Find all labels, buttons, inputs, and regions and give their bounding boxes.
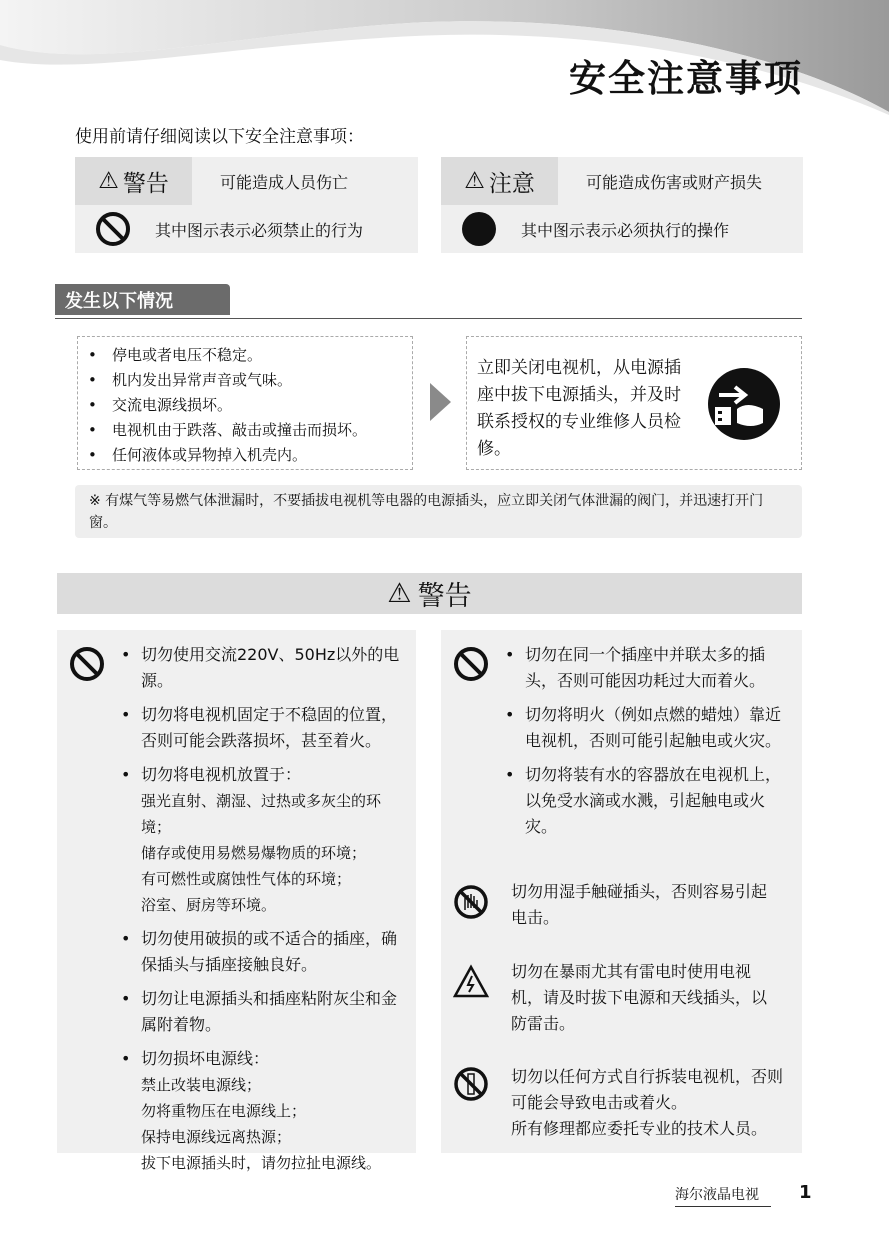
list-item: • 切勿使用破损的或不适合的插座，确保插头与插座接触良好。	[57, 926, 408, 978]
action-box	[466, 336, 802, 470]
warning-triangle-icon: ⚠	[98, 168, 119, 194]
warning-section-header	[57, 573, 802, 614]
repair-text: 所有修理都应委托专业的技术人员。	[511, 1119, 768, 1138]
warning-desc: 可能造成人员伤亡	[220, 172, 349, 192]
warning-section-title: 警告	[417, 581, 472, 612]
list-item: • 停电或者电压不稳定。	[88, 343, 412, 368]
section-tag: 发生以下情况	[55, 284, 230, 315]
disassemble-text: 切勿以任何方式自行拆装电视机，否则可能会导致电击或着火。	[511, 1067, 784, 1112]
sub-item: 有可燃性或腐蚀性气体的环境；	[141, 870, 352, 888]
unplug-icon	[707, 367, 781, 441]
caution-desc: 可能造成伤害或财产损失	[586, 172, 763, 192]
action-text: 立即关闭电视机，从电源插座中拔下电源插头，并及时联系授权的专业维修人员检修。	[477, 358, 681, 459]
warning-label: 警告	[122, 170, 169, 197]
legend-caution	[441, 157, 803, 253]
page-title: 安全注意事项	[569, 57, 803, 100]
list-item: • 切勿让电源插头和插座粘附灰尘和金属附着物。	[57, 986, 408, 1038]
list-item: • 任何液体或异物掉入机壳内。	[88, 443, 412, 468]
list-item: • 切勿将装有水的容器放在电视机上，以免受水滴或水溅，引起触电或火灾。	[441, 762, 794, 840]
footer-brand: 海尔液晶电视	[675, 1184, 771, 1207]
warning-column-right	[441, 630, 802, 1153]
list-item	[57, 1046, 408, 1176]
conditions-list	[77, 336, 413, 470]
lightning-warning: 切勿在暴雨尤其有雷电时使用电视机，请及时拔下电源和天线插头，以防雷击。	[511, 962, 768, 1033]
page-number: 1	[799, 1182, 812, 1203]
gas-leak-note: ※ 有煤气等易燃气体泄漏时，不要插拔电视机等电器的电源插头，应立即关闭气体泄漏的阀门，并迅速打开门窗。	[75, 485, 802, 538]
arrow-right-icon	[430, 383, 451, 421]
list-item: • 交流电源线损坏。	[88, 393, 412, 418]
item-text: • 切勿将电视机放置于：	[141, 765, 302, 784]
divider	[55, 318, 802, 319]
mandatory-desc: 其中图示表示必须执行的操作	[521, 220, 730, 240]
item-text: • 切勿损坏电源线：	[141, 1049, 270, 1068]
sub-item: 勿将重物压在电源线上；	[141, 1102, 307, 1120]
list-item: • 切勿使用交流220V、50Hz以外的电源。	[57, 642, 408, 694]
sub-item: 拔下电源插头时，请勿拉扯电源线。	[141, 1154, 382, 1172]
intro-text: 使用前请仔细阅读以下安全注意事项：	[75, 127, 364, 147]
list-item: • 切勿将电视机固定于不稳固的位置，否则可能会跌落损坏，甚至着火。	[57, 702, 408, 754]
prohibit-desc: 其中图示表示必须禁止的行为	[155, 220, 364, 240]
list-item	[57, 762, 408, 918]
sub-item: 保持电源线远离热源；	[141, 1128, 292, 1146]
legend-warning	[75, 157, 418, 253]
caution-triangle-icon: ⚠	[464, 168, 485, 194]
warning-column-left	[57, 630, 416, 1172]
warning-triangle-icon: ⚠	[387, 578, 412, 609]
prohibit-icon	[95, 211, 131, 247]
sub-item: 浴室、厨房等环境。	[141, 896, 277, 914]
sub-item: 强光直射、潮湿、过热或多灰尘的环境；	[141, 792, 382, 836]
mandatory-icon	[461, 211, 497, 247]
wet-hands-warning: 切勿用湿手触碰插头，否则容易引起电击。	[511, 882, 768, 927]
sub-item: 储存或使用易燃易爆物质的环境；	[141, 844, 367, 862]
list-item: • 电视机由于跌落、敲击或撞击而损坏。	[88, 418, 412, 443]
list-item: • 机内发出异常声音或气味。	[88, 368, 412, 393]
disassemble-warning	[441, 1064, 790, 1142]
sub-item: 禁止改装电源线；	[141, 1076, 262, 1094]
list-item: • 切勿在同一个插座中并联太多的插头，否则可能因功耗过大而着火。	[441, 642, 794, 694]
list-item: • 切勿将明火（例如点燃的蜡烛）靠近电视机，否则可能引起触电或火灾。	[441, 702, 794, 754]
caution-label: 注意	[488, 170, 535, 197]
